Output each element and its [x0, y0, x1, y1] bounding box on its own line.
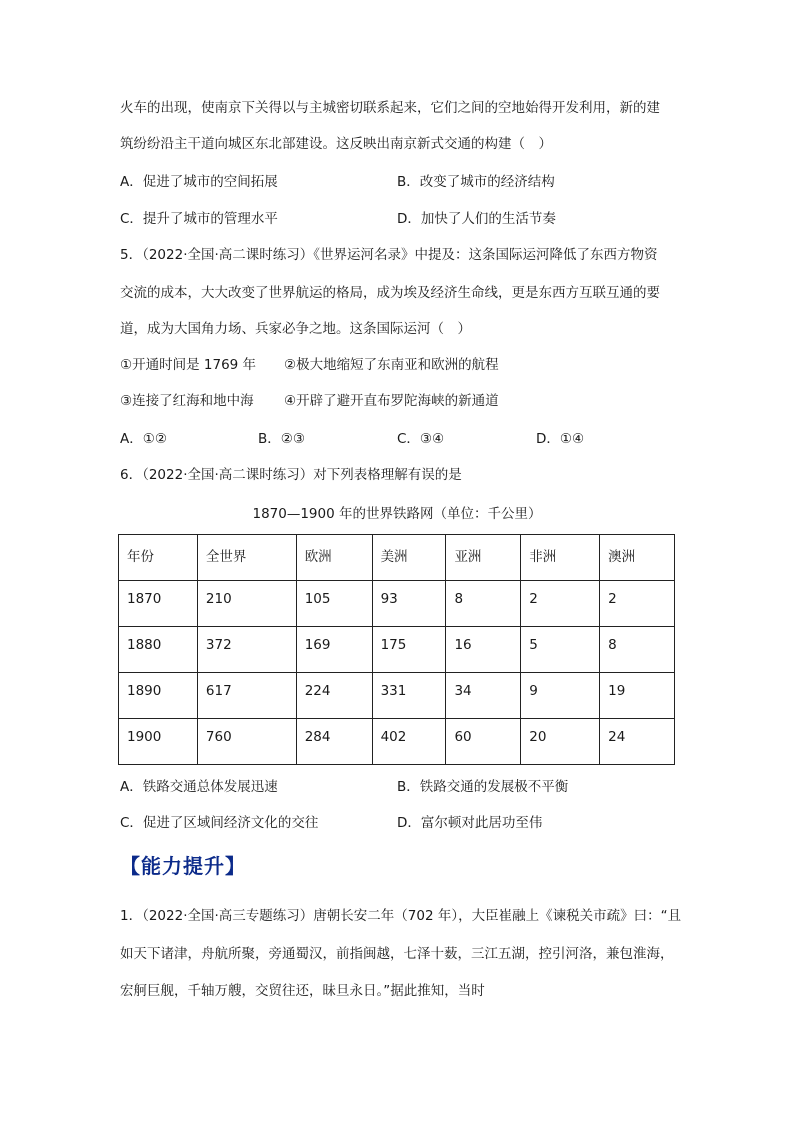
q6-option-c: C．促进了区域间经济文化的交往 [120, 815, 319, 831]
table-cell: 5 [521, 627, 600, 673]
table-cell: 1880 [119, 627, 198, 673]
header-cell: 年份 [119, 535, 198, 581]
table-cell: 19 [600, 673, 675, 719]
table-cell: 105 [296, 581, 372, 627]
q5-statement-3: ③连接了红海和地中海 [120, 393, 254, 409]
q5-stem-line-1: 5．（2022·全国·高二课时练习）《世界运河名录》中提及：这条国际运河降低了东西方物资 [120, 247, 658, 263]
header-cell: 欧洲 [296, 535, 372, 581]
table-cell: 9 [521, 673, 600, 719]
table-cell: 372 [197, 627, 296, 673]
q4-option-d: D．加快了人们的生活节奏 [397, 211, 556, 227]
p1-stem-line-1: 1．（2022·全国·高三专题练习）唐朝长安二年（702 年），大臣崔融上《谏税关市疏》曰：“且 [120, 908, 682, 924]
q6-option-b: B．铁路交通的发展极不平衡 [397, 779, 569, 795]
table-row [119, 581, 675, 627]
table-cell: 169 [296, 627, 372, 673]
q4-stem-line-2: 筑纷纷沿主干道向城区东北部建设。这反映出南京新式交通的构建（ ） [120, 136, 552, 152]
table-cell: 2 [521, 581, 600, 627]
table-cell: 8 [446, 581, 521, 627]
table-cell: 8 [600, 627, 675, 673]
p1-stem-line-2: 如天下诸津，舟航所聚，旁通蜀汉，前指闽越，七泽十薮，三江五湖，控引河洛，兼包淮海， [120, 946, 674, 962]
p1-stem-line-3: 宏舸巨舰，千轴万艘，交贸往还，昧旦永日。”据此推知，当时 [120, 983, 485, 999]
q5-statement-1: ①开通时间是 1769 年 [120, 357, 257, 373]
table-row [119, 719, 675, 765]
q6-stem: 6．（2022·全国·高二课时练习）对下列表格理解有误的是 [120, 467, 462, 483]
table-cell: 402 [372, 719, 446, 765]
railway-table [118, 534, 675, 765]
q5-option-d: D．①④ [536, 431, 585, 447]
table-cell: 60 [446, 719, 521, 765]
q5-statement-4: ④开辟了避开直布罗陀海峡的新通道 [284, 393, 499, 409]
header-cell: 美洲 [372, 535, 446, 581]
q6-option-a: A．铁路交通总体发展迅速 [120, 779, 278, 795]
table-cell: 617 [197, 673, 296, 719]
header-cell: 澳洲 [600, 535, 675, 581]
table-cell: 20 [521, 719, 600, 765]
table-cell: 16 [446, 627, 521, 673]
table-cell: 1890 [119, 673, 198, 719]
table-cell: 34 [446, 673, 521, 719]
q5-option-b: B．②③ [258, 431, 305, 447]
q6-option-d: D．富尔顿对此居功至伟 [397, 815, 543, 831]
q5-stem-line-2: 交流的成本，大大改变了世界航运的格局，成为埃及经济生命线，更是东西方互联互通的要 [120, 285, 660, 301]
table-cell: 224 [296, 673, 372, 719]
q4-option-b: B．改变了城市的经济结构 [397, 174, 555, 190]
table-cell: 2 [600, 581, 675, 627]
table-header-row [119, 535, 675, 581]
table-cell: 1870 [119, 581, 198, 627]
table-cell: 175 [372, 627, 446, 673]
header-cell: 亚洲 [446, 535, 521, 581]
q5-option-c: C．③④ [397, 431, 445, 447]
q4-option-a: A．促进了城市的空间拓展 [120, 174, 278, 190]
q4-stem-line-1: 火车的出现，使南京下关得以与主城密切联系起来，它们之间的空地始得开发利用，新的建 [120, 100, 660, 116]
table-cell: 284 [296, 719, 372, 765]
q5-stem-line-3: 道，成为大国角力场、兵家必争之地。这条国际运河（ ） [120, 321, 471, 337]
header-cell: 全世界 [197, 535, 296, 581]
q5-option-a: A．①② [120, 431, 167, 447]
header-cell: 非洲 [521, 535, 600, 581]
q5-statement-2: ②极大地缩短了东南亚和欧洲的航程 [284, 357, 499, 373]
table-row [119, 673, 675, 719]
table-cell: 210 [197, 581, 296, 627]
section-title: 【能力提升】 [120, 854, 246, 878]
table-row [119, 627, 675, 673]
q4-option-c: C．提升了城市的管理水平 [120, 211, 278, 227]
table-caption: 1870—1900 年的世界铁路网（单位：千公里） [252, 506, 542, 522]
table-cell: 93 [372, 581, 446, 627]
table-cell: 1900 [119, 719, 198, 765]
table-cell: 760 [197, 719, 296, 765]
table-cell: 331 [372, 673, 446, 719]
table-cell: 24 [600, 719, 675, 765]
